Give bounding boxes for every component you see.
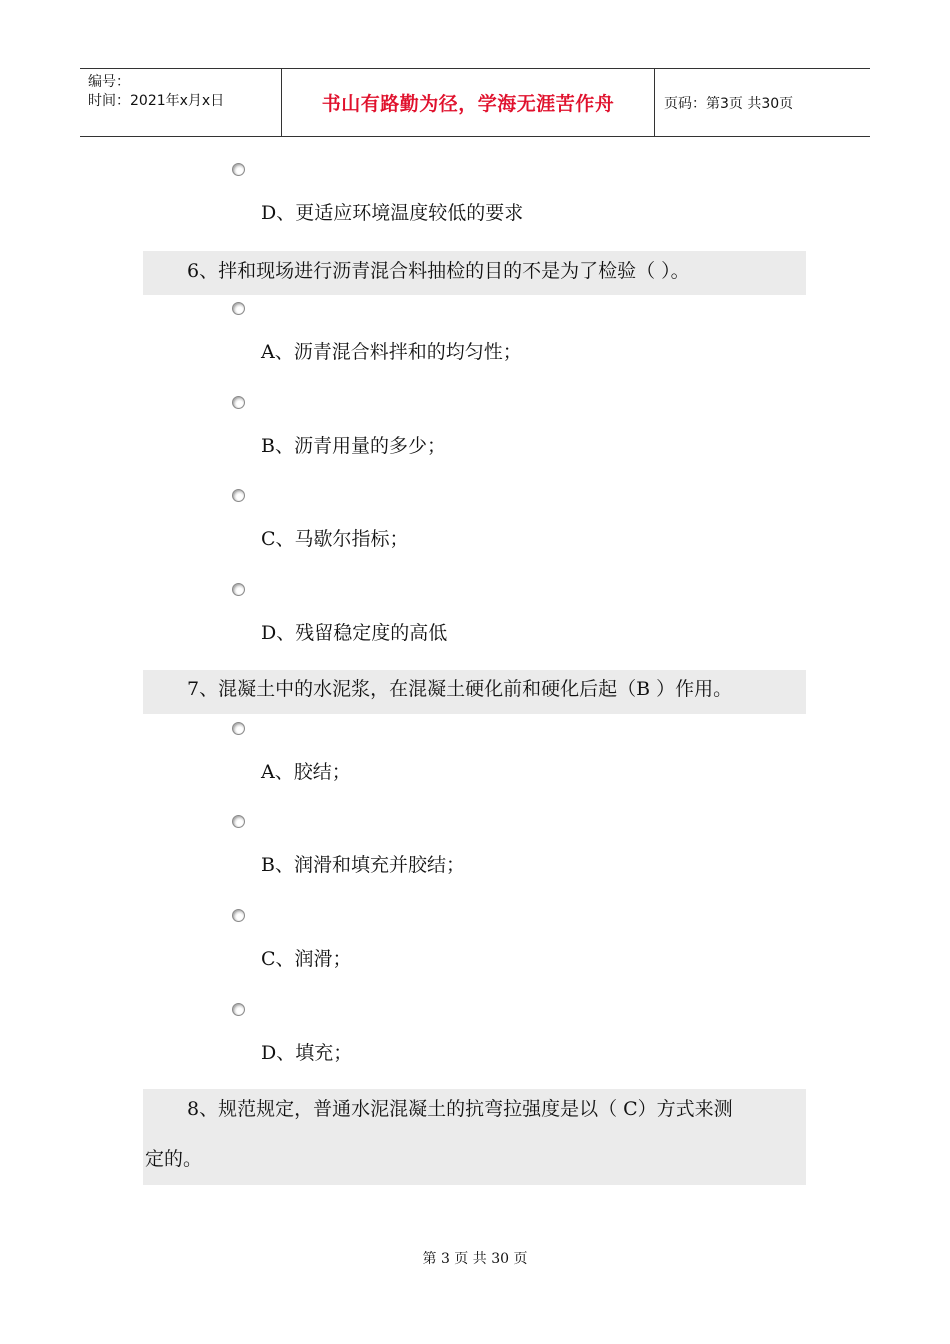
question-8-text-line2: 定的。 <box>145 1148 203 1170</box>
radio-option-7d[interactable] <box>232 1003 245 1016</box>
header-left <box>88 73 224 111</box>
option-label: D、残留稳定度的高低 <box>261 622 448 644</box>
page-label: 页码：第3页 共30页 <box>664 96 794 112</box>
document-header <box>80 68 870 137</box>
option-label: D、填充； <box>261 1042 353 1064</box>
option-label: B、润滑和填充并胶结； <box>261 854 465 876</box>
radio-option-7c[interactable] <box>232 909 245 922</box>
option-label: C、马歇尔指标； <box>261 528 409 550</box>
radio-option-6b[interactable] <box>232 396 245 409</box>
option-label: C、润滑； <box>261 948 352 970</box>
radio-option-7a[interactable] <box>232 722 245 735</box>
question-8-text-line1: 8、规范规定，普通水泥混凝土的抗弯拉强度是以（ C）方式来测 <box>187 1098 733 1120</box>
radio-option-prev-d[interactable] <box>232 163 245 176</box>
radio-option-7b[interactable] <box>232 815 245 828</box>
option-label: B、沥青用量的多少； <box>261 435 446 457</box>
motto: 书山有路勤为径，学海无涯苦作舟 <box>281 69 655 136</box>
option-label: D、更适应环境温度较低的要求 <box>261 202 524 224</box>
question-6-text: 6、拌和现场进行沥青混合料抽检的目的不是为了检验（ ）。 <box>187 260 690 282</box>
option-label: A、胶结； <box>261 761 351 783</box>
option-label: A、沥青混合料拌和的均匀性； <box>261 341 522 363</box>
radio-option-6d[interactable] <box>232 583 245 596</box>
time-label: 时间：2021年x月x日 <box>88 93 225 109</box>
question-7-text: 7、混凝土中的水泥浆，在混凝土硬化前和硬化后起（B ）作用。 <box>187 678 733 700</box>
radio-option-6c[interactable] <box>232 489 245 502</box>
radio-option-6a[interactable] <box>232 302 245 315</box>
number-label: 编号： <box>88 74 130 90</box>
page-footer: 第 3 页 共 30 页 <box>422 1251 528 1267</box>
